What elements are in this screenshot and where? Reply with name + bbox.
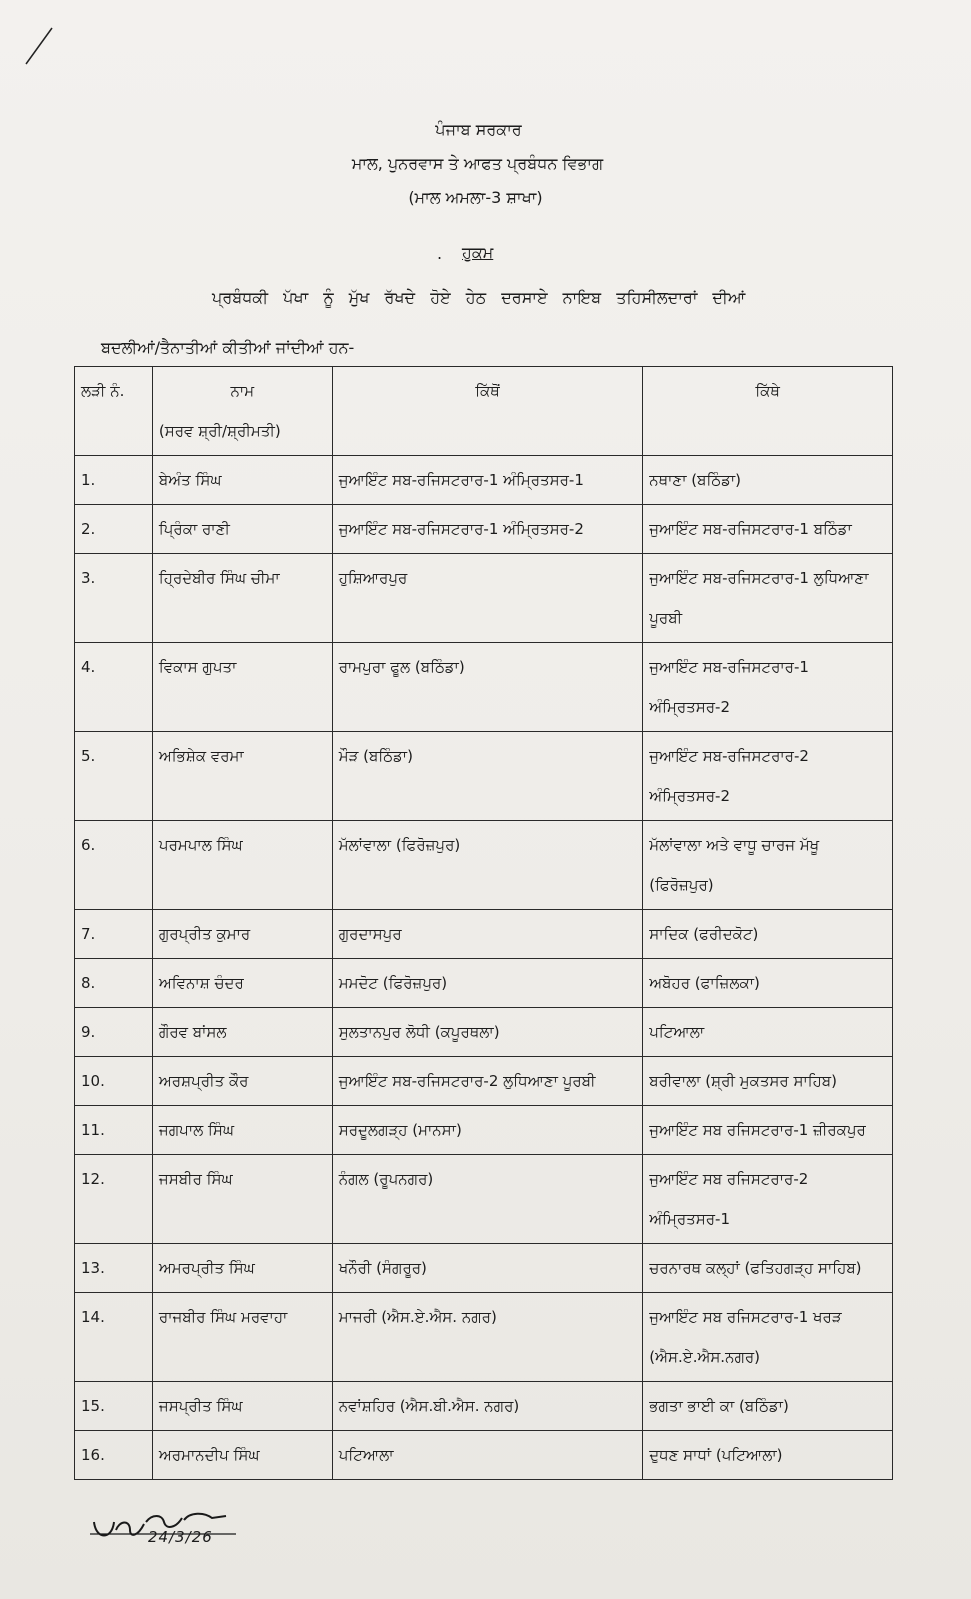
- cell-from: ਨੰਗਲ (ਰੂਪਨਗਰ): [332, 1155, 643, 1244]
- cell-name: ਜਸਬੀਰ ਸਿੰਘ: [152, 1155, 332, 1244]
- cell-to: ਦੁਧਣ ਸਾਧਾਂ (ਪਟਿਆਲਾ): [643, 1431, 893, 1480]
- government-name: ਪੰਜਾਬ ਸਰਕਾਰ: [435, 120, 522, 139]
- table-row: [75, 1106, 893, 1155]
- cell-to: ਜੁਆਇੰਟ ਸਬ ਰਜਿਸਟਰਾਰ-1 ਜ਼ੀਰਕਪੁਰ: [643, 1106, 893, 1155]
- cell-name: ਗੌਰਵ ਬਾਂਸਲ: [152, 1008, 332, 1057]
- cell-from: ਰਾਮਪੁਰਾ ਫੂਲ (ਬਠਿੰਡਾ): [332, 643, 643, 732]
- cell-to: ਚਰਨਾਰਥ ਕਲ੍ਹਾਂ (ਫਤਿਹਗੜ੍ਹ ਸਾਹਿਬ): [643, 1244, 893, 1293]
- department-name: ਮਾਲ, ਪੁਨਰਵਾਸ ਤੇ ਆਫਤ ਪ੍ਰਬੰਧਨ ਵਿਭਾਗ: [351, 154, 604, 173]
- cell-from: ਮੱਲਾਂਵਾਲਾ (ਫਿਰੋਜ਼ਪੁਰ): [332, 821, 643, 910]
- cell-name: ਹ੍ਰਿਦੇਬੀਰ ਸਿੰਘ ਚੀਮਾ: [152, 554, 332, 643]
- cell-name: ਅਮਰਪ੍ਰੀਤ ਸਿੰਘ: [152, 1244, 332, 1293]
- cell-serial: 12.: [75, 1155, 153, 1244]
- table-row: [75, 1155, 893, 1244]
- header-name: [152, 367, 332, 456]
- table-row: [75, 643, 893, 732]
- cell-to: ਜੁਆਇੰਟ ਸਬ-ਰਜਿਸਟਰਾਰ-2 ਅੰਮ੍ਰਿਤਸਰ-2: [643, 732, 893, 821]
- cell-to: ਜੁਆਇੰਟ ਸਬ-ਰਜਿਸਟਰਾਰ-1 ਬਠਿੰਡਾ: [643, 505, 893, 554]
- cell-from: ਪਟਿਆਲਾ: [332, 1431, 643, 1480]
- cell-serial: 6.: [75, 821, 153, 910]
- cell-name: ਅਰਮਾਨਦੀਪ ਸਿੰਘ: [152, 1431, 332, 1480]
- cell-serial: 8.: [75, 959, 153, 1008]
- cell-name: ਗੁਰਪ੍ਰੀਤ ਕੁਮਾਰ: [152, 910, 332, 959]
- cell-to: ਜੁਆਇੰਟ ਸਬ-ਰਜਿਸਟਰਾਰ-1 ਅੰਮ੍ਰਿਤਸਰ-2: [643, 643, 893, 732]
- header-name-label: ਨਾਮ: [230, 382, 255, 400]
- cell-name: ਅਭਿਸ਼ੇਕ ਵਰਮਾ: [152, 732, 332, 821]
- stray-dot: .: [437, 244, 443, 263]
- cell-serial: 3.: [75, 554, 153, 643]
- cell-to: ਜੁਆਇੰਟ ਸਬ ਰਜਿਸਟਰਾਰ-1 ਖਰੜ (ਐਸ.ਏ.ਐਸ.ਨਗਰ): [643, 1293, 893, 1382]
- cell-name: ਬੇਅੰਤ ਸਿੰਘ: [152, 456, 332, 505]
- cell-from: ਸਰਦੂਲਗੜ੍ਹ (ਮਾਨਸਾ): [332, 1106, 643, 1155]
- table-row: [75, 821, 893, 910]
- cell-serial: 16.: [75, 1431, 153, 1480]
- cell-serial: 2.: [75, 505, 153, 554]
- table-row: [75, 505, 893, 554]
- table-row: [75, 1244, 893, 1293]
- cell-serial: 15.: [75, 1382, 153, 1431]
- cell-from: ਨਵਾਂਸ਼ਹਿਰ (ਐਸ.ਬੀ.ਐਸ. ਨਗਰ): [332, 1382, 643, 1431]
- table-header-row: [75, 367, 893, 456]
- cell-serial: 4.: [75, 643, 153, 732]
- cell-serial: 10.: [75, 1057, 153, 1106]
- branch-name: (ਮਾਲ ਅਮਲਾ-3 ਸ਼ਾਖਾ): [408, 188, 543, 207]
- cell-serial: 7.: [75, 910, 153, 959]
- table-row: [75, 1382, 893, 1431]
- cell-serial: 9.: [75, 1008, 153, 1057]
- pen-stroke-mark: [22, 22, 62, 68]
- cell-name: ਅਵਿਨਾਸ਼ ਚੰਦਰ: [152, 959, 332, 1008]
- header-from: ਕਿੱਥੋਂ: [332, 367, 643, 456]
- cell-from: ਗੁਰਦਾਸਪੁਰ: [332, 910, 643, 959]
- cell-from: ਮਮਦੋਟ (ਫਿਰੋਜ਼ਪੁਰ): [332, 959, 643, 1008]
- cell-to: ਅਬੋਹਰ (ਫਾਜ਼ਿਲਕਾ): [643, 959, 893, 1008]
- cell-to: ਬਰੀਵਾਲਾ (ਸ਼੍ਰੀ ਮੁਕਤਸਰ ਸਾਹਿਬ): [643, 1057, 893, 1106]
- cell-from: ਮੌੜ (ਬਠਿੰਡਾ): [332, 732, 643, 821]
- header-serial: ਲੜੀ ਨੰ.: [75, 367, 153, 456]
- cell-serial: 1.: [75, 456, 153, 505]
- table-row: [75, 554, 893, 643]
- cell-name: ਜਸਪ੍ਰੀਤ ਸਿੰਘ: [152, 1382, 332, 1431]
- cell-from: ਹੁਸ਼ਿਆਰਪੁਰ: [332, 554, 643, 643]
- cell-name: ਅਰਸ਼ਪ੍ਰੀਤ ਕੌਰ: [152, 1057, 332, 1106]
- cell-name: ਵਿਕਾਸ ਗੁਪਤਾ: [152, 643, 332, 732]
- cell-from: ਸੁਲਤਾਨਪੁਰ ਲੋਧੀ (ਕਪੂਰਥਲਾ): [332, 1008, 643, 1057]
- cell-name: ਪ੍ਰਿੰਕਾ ਰਾਣੀ: [152, 505, 332, 554]
- intro-line-1: ਪ੍ਰਬੰਧਕੀ ਪੱਖਾ ਨੂੰ ਮੁੱਖ ਰੱਖਦੇ ਹੋਏ ਹੇਠ ਦਰਸਾਏ ਨਾਇਬ ਤਹਿਸੀਲਦਾਰਾਂ ਦੀਆਂ: [212, 288, 746, 307]
- cell-from: ਜੁਆਇੰਟ ਸਬ-ਰਜਿਸਟਰਾਰ-1 ਅੰਮ੍ਰਿਤਸਰ-1: [332, 456, 643, 505]
- intro-line-2: ਬਦਲੀਆਂ/ਤੈਨਾਤੀਆਂ ਕੀਤੀਆਂ ਜਾਂਦੀਆਂ ਹਨ-: [101, 338, 355, 357]
- cell-to: ਭਗਤਾ ਭਾਈ ਕਾ (ਬਠਿੰਡਾ): [643, 1382, 893, 1431]
- cell-to: ਜੁਆਇੰਟ ਸਬ ਰਜਿਸਟਰਾਰ-2 ਅੰਮ੍ਰਿਤਸਰ-1: [643, 1155, 893, 1244]
- cell-to: ਸਾਦਿਕ (ਫਰੀਦਕੋਟ): [643, 910, 893, 959]
- table-body: [75, 456, 893, 1480]
- table-row: [75, 910, 893, 959]
- table-row: [75, 732, 893, 821]
- signature-date: 24/3/26: [148, 1528, 213, 1546]
- order-title: ਹੁਕਮ: [462, 243, 494, 262]
- table-row: [75, 1057, 893, 1106]
- cell-name: ਪਰਮਪਾਲ ਸਿੰਘ: [152, 821, 332, 910]
- cell-to: ਪਟਿਆਲਾ: [643, 1008, 893, 1057]
- table-row: [75, 1293, 893, 1382]
- cell-to: ਮੱਲਾਂਵਾਲਾ ਅਤੇ ਵਾਧੂ ਚਾਰਜ ਮੱਖੂ (ਫਿਰੋਜ਼ਪੁਰ): [643, 821, 893, 910]
- cell-serial: 13.: [75, 1244, 153, 1293]
- table-row: [75, 456, 893, 505]
- cell-serial: 11.: [75, 1106, 153, 1155]
- cell-serial: 14.: [75, 1293, 153, 1382]
- table-row: [75, 959, 893, 1008]
- table-row: [75, 1008, 893, 1057]
- cell-from: ਜੁਆਇੰਟ ਸਬ-ਰਜਿਸਟਰਾਰ-1 ਅੰਮ੍ਰਿਤਸਰ-2: [332, 505, 643, 554]
- transfer-table: [74, 366, 893, 1480]
- cell-from: ਖਨੌਰੀ (ਸੰਗਰੂਰ): [332, 1244, 643, 1293]
- cell-from: ਜੁਆਇੰਟ ਸਬ-ਰਜਿਸਟਰਾਰ-2 ਲੁਧਿਆਣਾ ਪੂਰਬੀ: [332, 1057, 643, 1106]
- cell-serial: 5.: [75, 732, 153, 821]
- cell-from: ਮਾਜਰੀ (ਐਸ.ਏ.ਐਸ. ਨਗਰ): [332, 1293, 643, 1382]
- cell-to: ਜੁਆਇੰਟ ਸਬ-ਰਜਿਸਟਰਾਰ-1 ਲੁਧਿਆਣਾ ਪੂਰਬੀ: [643, 554, 893, 643]
- table-row: [75, 1431, 893, 1480]
- cell-name: ਜਗਪਾਲ ਸਿੰਘ: [152, 1106, 332, 1155]
- cell-name: ਰਾਜਬੀਰ ਸਿੰਘ ਮਰਵਾਹਾ: [152, 1293, 332, 1382]
- header-to: ਕਿੱਥੇ: [643, 367, 893, 456]
- header-name-sub: (ਸਰਵ ਸ਼੍ਰੀ/ਸ਼੍ਰੀਮਤੀ): [158, 422, 281, 440]
- cell-to: ਨਥਾਣਾ (ਬਠਿੰਡਾ): [643, 456, 893, 505]
